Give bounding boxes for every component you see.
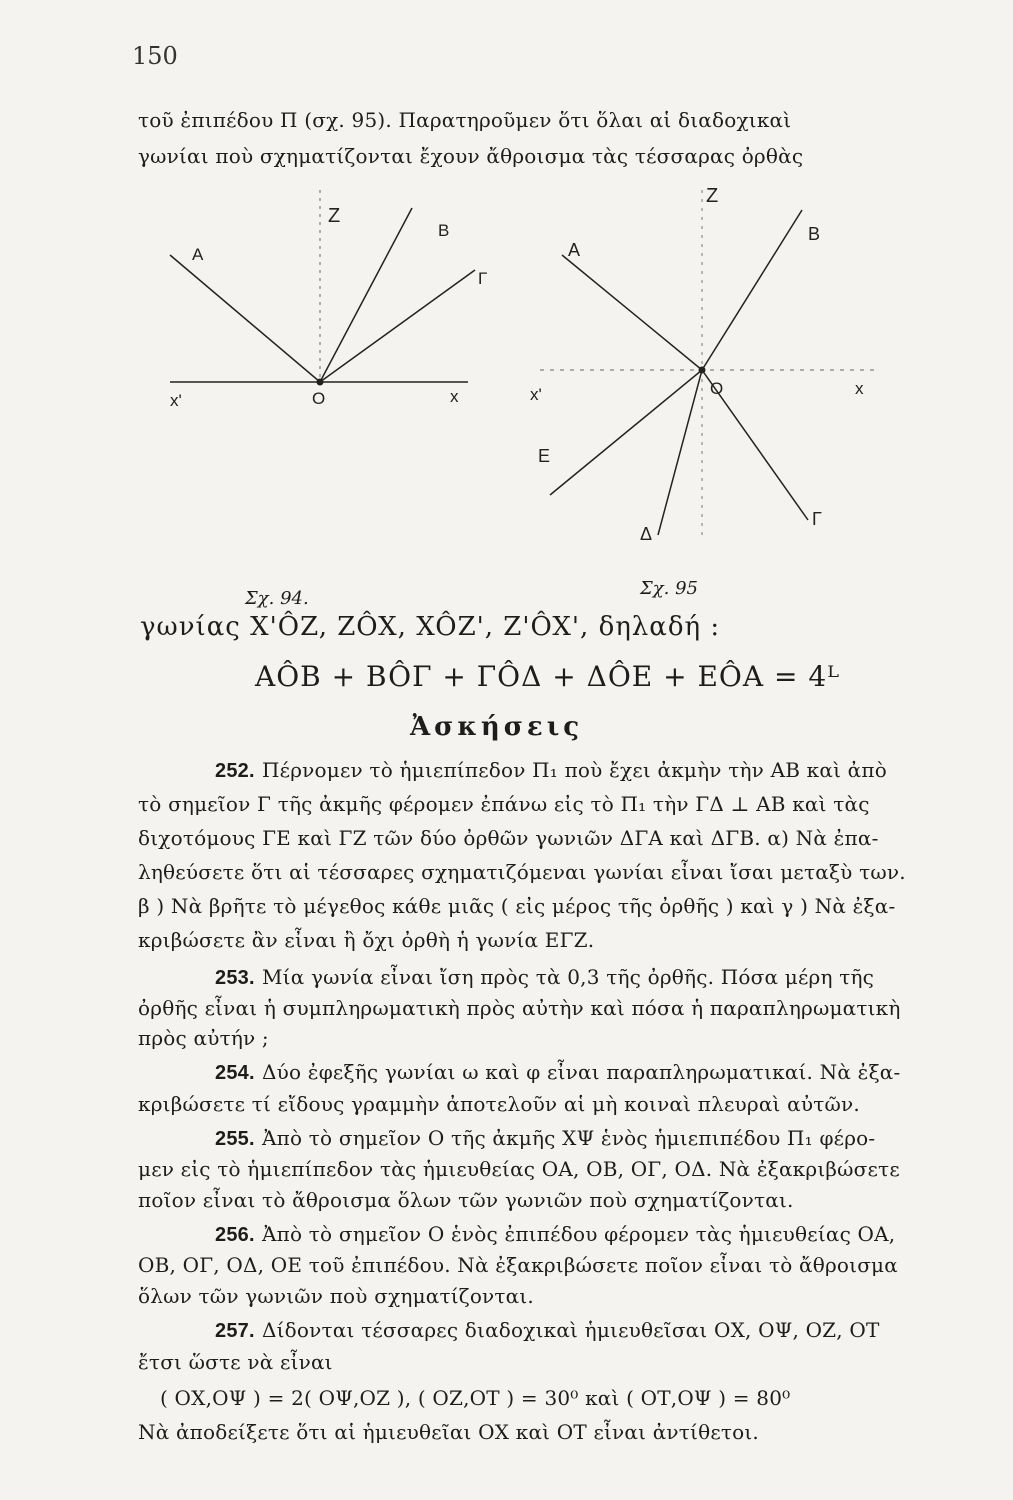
fig95-label-z: Z xyxy=(706,185,719,207)
page-number: 150 xyxy=(132,42,178,70)
exercise-256-line-3: ὅλων τῶν γωνιῶν ποὺ σχηματίζονται. xyxy=(138,1284,534,1308)
exercise-256-line-1: Ἀπὸ τὸ σημεῖον Ο ἑνὸς ἐπιπέδου φέρομεν τὰς ἡμιευθείας ΟΑ, xyxy=(262,1222,896,1246)
fig95-label-b: B xyxy=(808,224,821,244)
figure-95-diagram xyxy=(520,180,900,550)
exercise-255-line-1: Ἀπὸ τὸ σημεῖον Ο τῆς ἀκμῆς ΧΨ ἑνὸς ἡμιεπιπέδου Π₁ φέρο- xyxy=(262,1126,876,1150)
figure-95-caption: Σχ. 95 xyxy=(640,578,698,599)
exercise-252-line-4: ληθεύσετε ὅτι αἱ τέσσαρες σχηματιζόμεναι γωνίαι εἶναι ἴσαι μεταξὺ των. xyxy=(138,860,906,884)
exercise-252-line-5: β ) Νὰ βρῆτε τὸ μέγεθος κάθε μιᾶς ( εἰς μέρος τῆς ὀρθῆς ) καὶ γ ) Νὰ ἐξα- xyxy=(138,894,896,918)
fig94-label-o: O xyxy=(312,389,326,408)
fig94-label-a: Α xyxy=(192,245,204,264)
exercise-257-num: 257. xyxy=(215,1320,255,1342)
exercise-256-num: 256. xyxy=(215,1224,255,1246)
fig95-label-o: O xyxy=(710,379,724,398)
exercises-title: Ἀσκήσεις xyxy=(410,712,584,742)
fig94-ray-oa xyxy=(170,255,320,382)
exercise-253-line-3: πρὸς αὐτήν ; xyxy=(138,1026,269,1050)
exercise-253-line-1: Μία γωνία εἶναι ἴση πρὸς τὰ 0,3 τῆς ὀρθῆς. Πόσα μέρη τῆς xyxy=(262,965,875,989)
exercise-257-line-4: Νὰ ἀποδείξετε ὅτι αἱ ἡμιευθεῖαι ΟΧ καὶ ΟΤ εἶναι ἀντίθετοι. xyxy=(138,1420,759,1444)
exercise-254-line-2: κριβώσετε τί εἴδους γραμμὴν ἀποτελοῦν αἱ μὴ κοιναὶ πλευραὶ αὐτῶν. xyxy=(138,1092,860,1116)
exercise-254-num: 254. xyxy=(215,1062,255,1084)
intro-line-1: τοῦ ἐπιπέδου Π (σχ. 95). Παρατηροῦμεν ὅτι ὅλαι αἱ διαδοχικαὶ xyxy=(138,108,792,132)
exercise-257-line-2: ἔτσι ὥστε νὰ εἶναι xyxy=(138,1350,333,1374)
exercise-254-line-1: Δύο ἐφεξῆς γωνίαι ω καὶ φ εἶναι παραπληρωματικαί. Νὰ ἐξα- xyxy=(262,1060,901,1084)
fig94-label-x: x xyxy=(450,387,459,406)
exercise-253-line-2: ὀρθῆς εἶναι ἡ συμπληρωματικὴ πρὸς αὐτὴν καὶ πόσα ἡ παραπληρωματικὴ xyxy=(138,996,901,1020)
fig95-label-a: Α xyxy=(568,240,581,260)
fig94-label-x1: x' xyxy=(170,391,182,410)
fig95-label-x1: x' xyxy=(530,385,542,404)
fig95-ray-oa xyxy=(562,255,702,370)
intro-line-2: γωνίαι ποὺ σχηματίζονται ἔχουν ἄθροισμα τὰς τέσσαρας ὀρθὰς xyxy=(138,144,804,168)
fig94-ray-og xyxy=(320,270,475,382)
exercise-257-line-3: ( ΟΧ,ΟΨ ) = 2( ΟΨ,ΟΖ ), ( ΟΖ,ΟΤ ) = 30⁰ καὶ ( ΟΤ,ΟΨ ) = 80⁰ xyxy=(160,1386,791,1410)
fig95-label-e: E xyxy=(538,446,551,466)
exercise-253-num: 253. xyxy=(215,967,255,989)
exercise-252-line-1: Πέρνομεν τὸ ἡμιεπίπεδον Π₁ ποὺ ἔχει ἀκμὴν τὴν ΑΒ καὶ ἀπὸ xyxy=(262,758,887,782)
fig94-label-g: Γ xyxy=(478,269,488,288)
exercise-256-line-2: ΟΒ, ΟΓ, ΟΔ, ΟΕ τοῦ ἐπιπέδου. Νὰ ἐξακριβώσετε ποῖον εἶναι τὸ ἄθροισμα xyxy=(138,1253,898,1277)
fig95-label-x: x xyxy=(855,379,864,398)
fig95-ray-od xyxy=(658,370,702,535)
figure-94-caption: Σχ. 94. xyxy=(245,588,309,609)
fig95-label-d: Δ xyxy=(640,524,653,544)
fig94-ray-ob xyxy=(320,208,412,382)
fig95-ray-ob xyxy=(702,210,802,370)
fig94-label-z: Z xyxy=(328,205,341,227)
fig95-ray-oe xyxy=(550,370,702,495)
formula-sum-line: AÔB + BÔΓ + ΓÔΔ + ΔÔE + EÔA = 4ᴸ xyxy=(255,660,840,693)
exercise-252-line-3: διχοτόμους ΓΕ καὶ ΓΖ τῶν δύο ὀρθῶν γωνιῶν ΔΓΑ καὶ ΔΓΒ. α) Νὰ ἐπα- xyxy=(138,826,879,850)
exercise-252-line-2: τὸ σημεῖον Γ τῆς ἀκμῆς φέρομεν ἐπάνω εἰς τὸ Π₁ τὴν ΓΔ ⊥ ΑΒ καὶ τὰς xyxy=(138,792,870,816)
figure-94-diagram xyxy=(150,180,490,430)
fig94-point-o xyxy=(317,379,324,386)
exercise-255-line-3: ποῖον εἶναι τὸ ἄθροισμα ὅλων τῶν γωνιῶν ποὺ σχηματίζονται. xyxy=(138,1188,794,1212)
exercise-255-line-2: μεν εἰς τὸ ἡμιεπίπεδον τὰς ἡμιευθείας ΟΑ, ΟΒ, ΟΓ, ΟΔ. Νὰ ἐξακριβώσετε xyxy=(138,1157,900,1181)
formula-angles-line: γωνίας X'ÔZ, ZÔX, XÔZ', Z'ÔX', δηλαδή : xyxy=(140,612,721,642)
exercise-257-line-1: Δίδονται τέσσαρες διαδοχικαὶ ἡμιευθεῖσαι ΟΧ, ΟΨ, ΟΖ, ΟΤ xyxy=(262,1318,880,1342)
exercise-252-num: 252. xyxy=(215,760,255,782)
fig95-point-o xyxy=(699,367,706,374)
exercise-252-line-6: κριβώσετε ἂν εἶναι ἢ ὄχι ὀρθὴ ἡ γωνία ΕΓΖ. xyxy=(138,928,595,952)
exercise-255-num: 255. xyxy=(215,1128,255,1150)
fig95-label-g: Γ xyxy=(812,509,822,529)
fig94-label-b: B xyxy=(438,221,450,240)
